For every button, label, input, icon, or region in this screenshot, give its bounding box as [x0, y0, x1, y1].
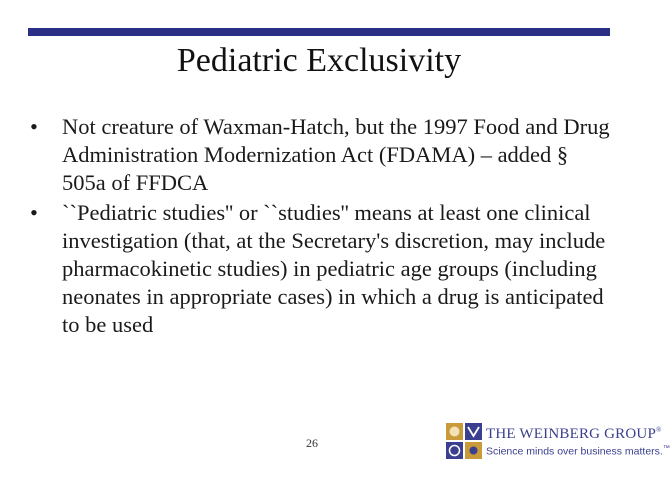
company-logo — [446, 423, 670, 463]
bullet-item — [24, 113, 614, 197]
bullet-marker: • — [30, 200, 38, 225]
slide-title: Pediatric Exclusivity — [176, 42, 462, 79]
page-number: 26 — [306, 436, 318, 450]
bullet-text: ``Pediatric studies'' or ``studies'' means at least one clinical investigation (that, at the Secretary's discretion, may include pharmacokinetic studies) in pediatric age groups (including neonates in appropriate cases) in which a drug is anticipated to be used — [62, 200, 606, 337]
logo-tagline-text: Science minds over business matters. — [486, 445, 663, 458]
logo-name-text: THE WEINBERG GROUP — [486, 426, 656, 442]
bullet-text: Not creature of Waxman-Hatch, but the 1997 Food and Drug Administration Modernization Act (FDAMA) – added § 505a of FFDCA — [62, 114, 610, 195]
bullet-item — [24, 199, 614, 339]
logo-name — [486, 426, 662, 443]
bullet-marker: • — [30, 114, 38, 139]
logo-tagline — [486, 445, 670, 458]
top-rule — [28, 28, 610, 36]
bullet-list — [24, 113, 614, 341]
trademark-mark: ™ — [662, 445, 670, 452]
registered-mark: ® — [655, 426, 662, 434]
weinberg-logo-icon — [446, 423, 482, 459]
